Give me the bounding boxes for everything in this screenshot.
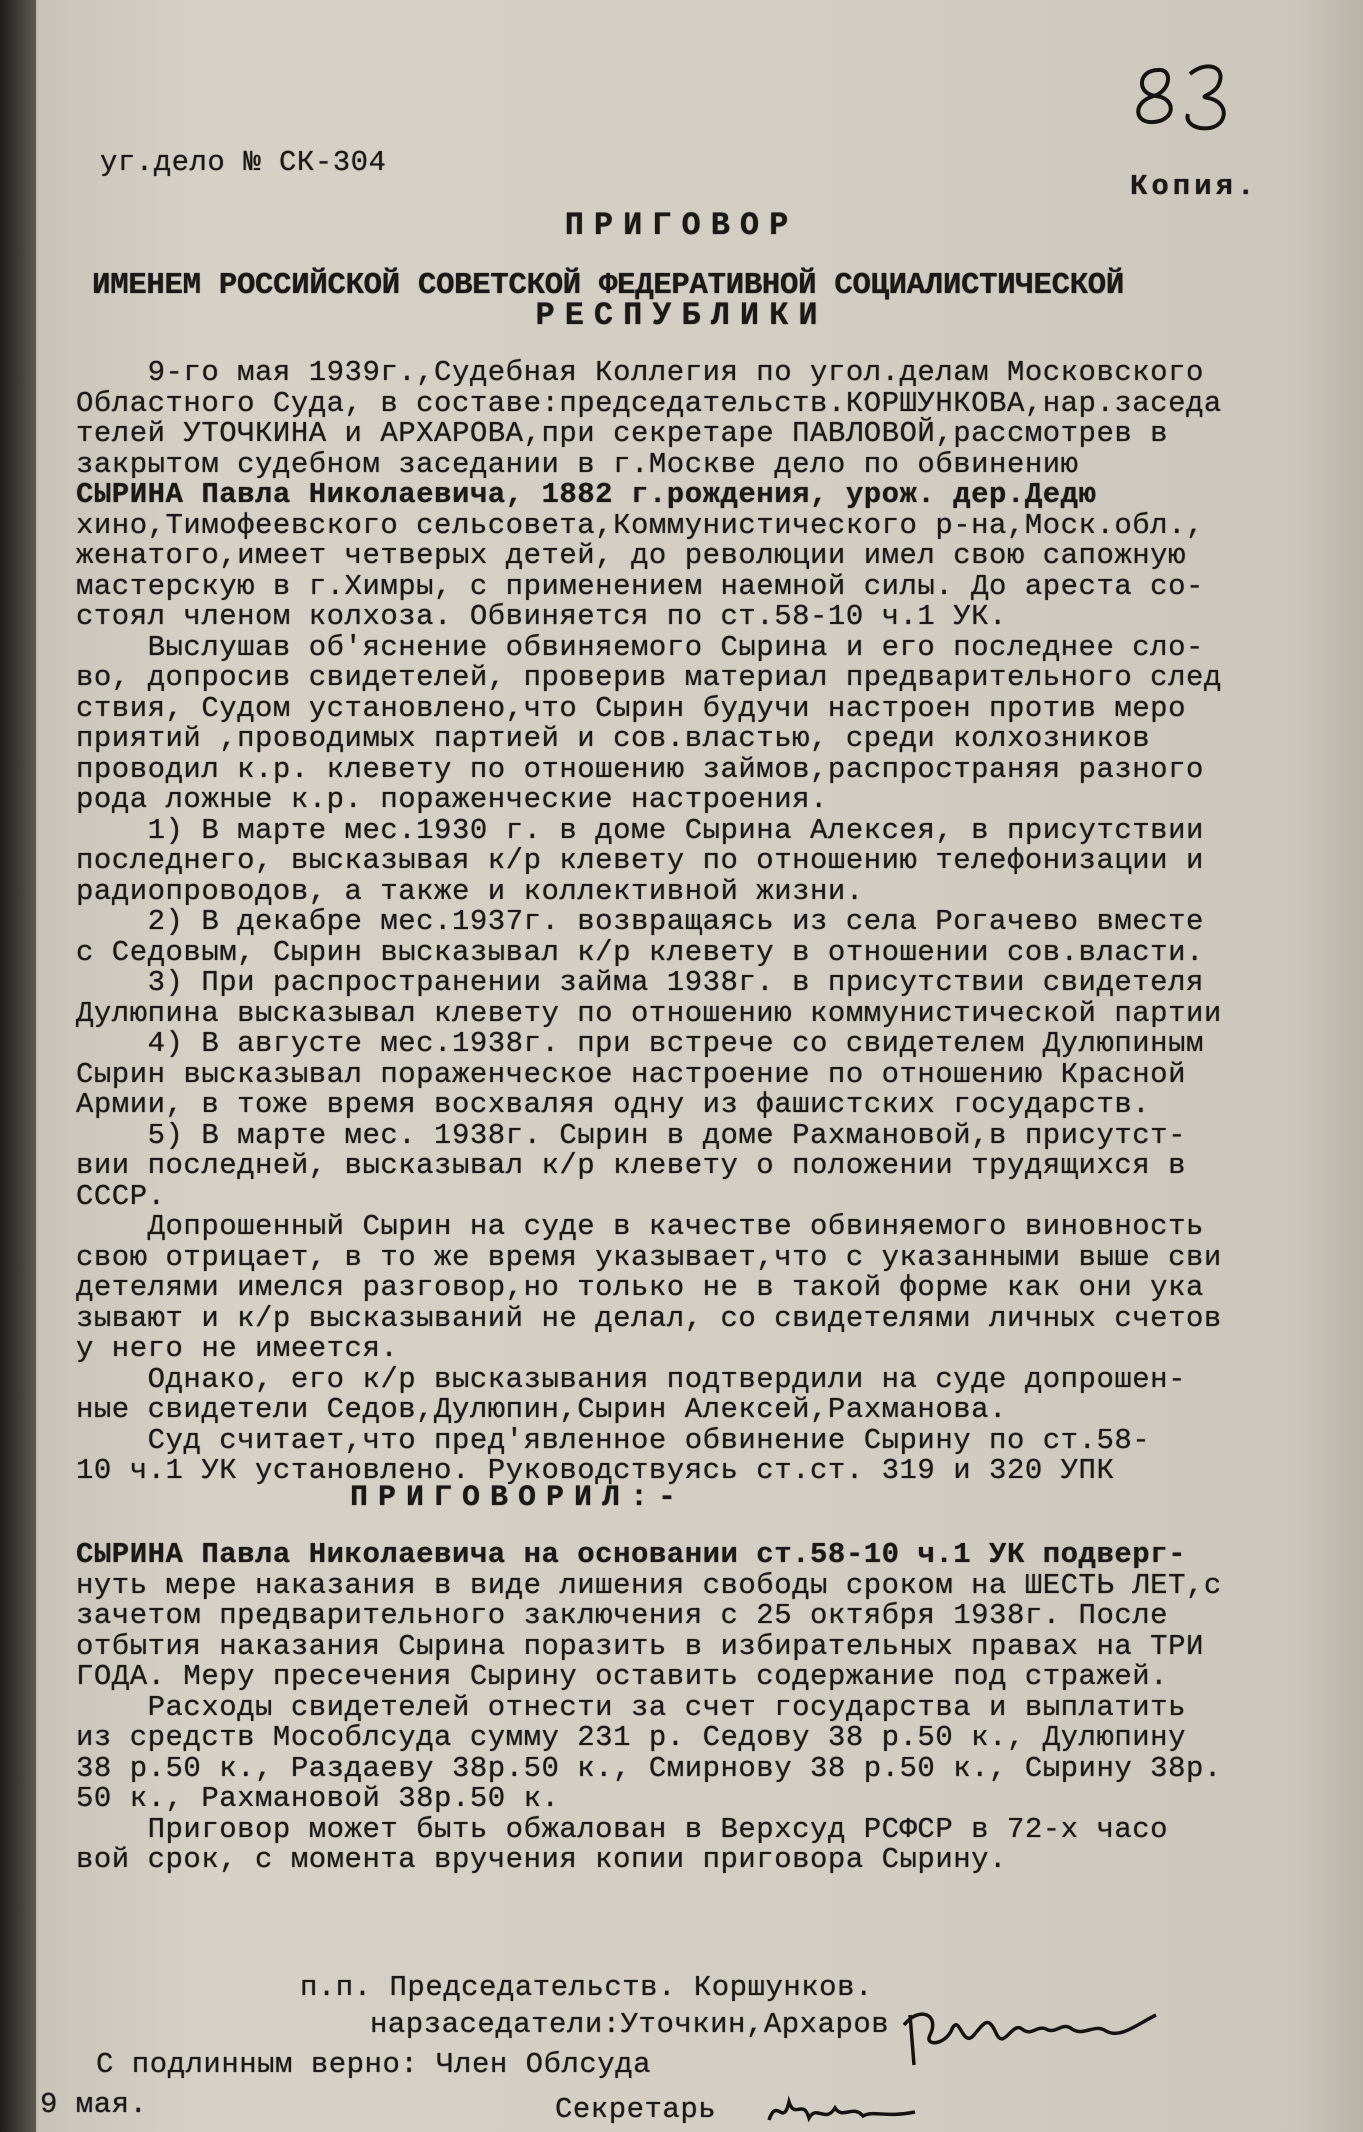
verdict-body-line: 1) В марте мес.1930 г. в доме Сырина Алексея, в присутствии <box>76 813 1204 847</box>
sentence-body-line: Приговор может быть обжалован в Верхсуд РСФСР в 72-х часо <box>76 1812 1169 1846</box>
verdict-body-line: стоял членом колхоза. Обвиняется по ст.58-10 ч.1 УК. <box>76 600 1007 633</box>
verdict-body-line: СЫРИНА Павла Николаевича, 1882 г.рождения, урож. дер.Дедю <box>76 478 1097 511</box>
verdict-body-line: закрытом судебном заседании в г.Москве дело по обвинению <box>76 447 1079 481</box>
verdict-body-line: Допрошенный Сырин на суде в качестве обвиняемого виновность <box>76 1210 1204 1243</box>
verdict-body-line: приятий ,проводимых партией и сов.властью, среди колхозников <box>76 722 1151 755</box>
verdict-body-line: Дулюпина высказывал клевету по отношению коммунистической партии <box>76 996 1222 1030</box>
verdict-body-line: вии последней, высказывал к/р клевету о положении трудящихся в <box>76 1149 1186 1182</box>
verdict-body-line: ствия, Судом установлено,что Сырин будучи настроен против меро <box>76 691 1186 725</box>
verdict-body-line: проводил к.р. клевету по отношению займов,распространяя разного <box>76 752 1204 786</box>
sentence-body-line: нуть мере наказания в виде лишения свободы сроком на ШЕСТЬ ЛЕТ,с <box>76 1568 1222 1602</box>
verdict-body-line: с Седовым, Сырин высказывал к/р клевету в отношении сов.власти. <box>76 935 1204 969</box>
verdict-body-line: рода ложные к.р. пораженческие настроения. <box>76 783 828 816</box>
secretary-label: Секретарь <box>555 2093 717 2126</box>
verdict-body-line: хино,Тимофеевского сельсовета,Коммунистического р-на,Моск.обл., <box>76 508 1204 542</box>
verdict-body-line: Суд считает,что пред'явленное обвинение Сырину по ст.58- <box>76 1423 1151 1457</box>
verdict-body-line: ные свидетели Седов,Дулюпин,Сырин Алексей,Рахманова. <box>76 1393 1007 1426</box>
verdict-body-line: Однако, его к/р высказывания подтвердили на суде допрошен- <box>76 1362 1186 1396</box>
certified-copy-line: С подлинным верно: Член Облсуда <box>96 2048 651 2081</box>
in-the-name-line-2: РЕСПУБЛИКИ <box>535 297 828 334</box>
verdict-body-line: 9-го мая 1939г.,Судебная Коллегия по угол.делам Московского <box>76 356 1204 389</box>
verdict-body-line: Областного Суда, в составе:председательств.КОРШУНКОВА,нар.заседа <box>76 386 1222 420</box>
verdict-body-line: последнего, высказывая к/р клевету по отношению телефонизации и <box>76 844 1204 877</box>
verdict-body-line: телей УТОЧКИНА и АРХАРОВА,при секретаре ПАВЛОВОЙ,рассмотрев в <box>76 417 1169 450</box>
verdict-body-line: Выслушав об'яснение обвиняемого Сырина и его последнее сло- <box>76 630 1204 664</box>
verdict-body-line: детелями имелся разговор,но только не в такой форме как они ука <box>76 1271 1204 1304</box>
verdict-body-line: Сырин высказывал пораженческое настроение по отношению Красной <box>76 1057 1186 1091</box>
verdict-body-line: 4) В августе мес.1938г. при встрече со свидетелем Дулюпиным <box>76 1027 1204 1060</box>
verdict-body-line: у него не имеется. <box>76 1332 399 1365</box>
sentence-body-line: 50 к., Рахмановой 38р.50 к. <box>76 1782 560 1815</box>
verdict-body-line: женатого,имеет четверых детей, до революции имел свою сапожную <box>76 539 1186 572</box>
verdict-body-line: 3) При распространении займа 1938г. в присутствии свидетеля <box>76 966 1204 999</box>
verdict-body-line: 10 ч.1 УК установлено. Руководствуясь ст.ст. 319 и 320 УПК <box>76 1454 1115 1487</box>
sentence-body-line: из средств Мособлсуда сумму 231 р. Седову 38 р.50 к., Дулюпину <box>76 1721 1186 1754</box>
sentence-body-line: зачетом предварительного заключения с 25 октября 1938г. После <box>76 1599 1169 1632</box>
signature-chair: п.п. Председательств. Коршунков. <box>300 1971 873 2004</box>
document-title: ПРИГОВОР <box>564 207 799 244</box>
case-number: уг.дело № СК-304 <box>100 146 387 179</box>
sentence-body-line: вой срок, с момента вручения копии приговора Сырину. <box>76 1843 1007 1876</box>
signature-assessors: нарзаседатели:Уточкин,Архаров <box>370 2008 890 2041</box>
verdict-body-line: мастерскую в г.Химры, с применением наемной силы. До ареста со- <box>76 569 1204 603</box>
sentence-body-line: ГОДА. Меру пресечения Сырину оставить содержание под стражей. <box>76 1660 1169 1693</box>
date-fragment: 9 мая. <box>40 2088 148 2121</box>
verdict-body-line: СССР. <box>76 1179 166 1213</box>
sentence-body-line: отбытия наказания Сырина поразить в избирательных правах на ТРИ <box>76 1629 1204 1663</box>
verdict-body-line: свою отрицает, в то же время указывает,что с указанными выше сви <box>76 1240 1222 1274</box>
verdict-body-line: зывают и к/р высказываний не делал, со свидетелями личных счетов <box>76 1301 1222 1335</box>
sentence-body-line: СЫРИНА Павла Николаевича на основании ст.58-10 ч.1 УК подверг- <box>76 1538 1186 1571</box>
verdict-body-line: Армии, в тоже время восхваляя одну из фашистских государств. <box>76 1088 1151 1121</box>
sentence-body-line: 38 р.50 к., Раздаеву 38р.50 к., Смирнову 38 р.50 к., Сырину 38р. <box>76 1751 1222 1785</box>
verdict-body-line: радиопроводов, а также и коллективной жизни. <box>76 874 864 908</box>
handwritten-signature-chair <box>900 1985 1200 2075</box>
sentence-body-line: Расходы свидетелей отнести за счет государства и выплатить <box>76 1690 1186 1724</box>
in-the-name-line-1: ИМЕНЕМ РОССИЙСКОЙ СОВЕТСКОЙ ФЕДЕРАТИВНОЙ СОЦИАЛИСТИЧЕСКОЙ <box>92 268 1124 303</box>
handwritten-signature-secretary <box>765 2090 925 2132</box>
verdict-body-line: 2) В декабре мес.1937г. возвращаясь из села Рогачево вместе <box>76 905 1204 938</box>
handwritten-folio-number <box>1128 52 1248 142</box>
verdict-body-line: во, допросив свидетелей, проверив материал предварительного след <box>76 661 1222 694</box>
copy-mark: Копия. <box>1130 170 1259 203</box>
verdict-body-line: 5) В марте мес. 1938г. Сырин в доме Рахмановой,в присутст- <box>76 1118 1186 1152</box>
sentenced-heading: ПРИГОВОРИЛ:- <box>350 1481 687 1515</box>
